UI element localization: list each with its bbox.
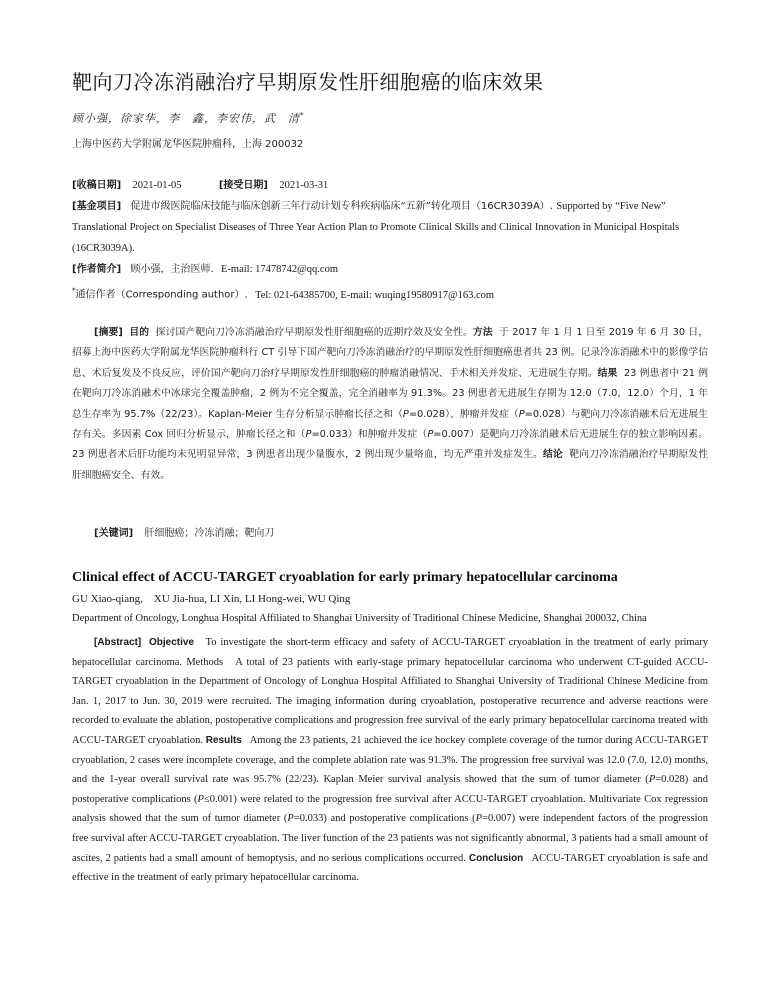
abstract-en-methods: A total of 23 patients with early-stage primary hepatocellular carcinoma who underwent CT-guided ACCU-TARGET cryoablation in the Department of Oncology of Longhua Hospital Affiliated to Shanghai University of Traditional Chinese Medicine from Jan. 1, 2017 to Jun. 30, 2019 were recruited. The imaging information during cryoablation, postoperative recurrence and adverse reactions were recorded to evaluate the ablation, postoperative complications and progression free survival of the early primary hepatocellular carcinoma treated with ACCU-TARGET cryoablation.	[72, 656, 709, 746]
accepted-date: 2021-03-31	[279, 180, 329, 191]
abstract-en-results-label: Results	[205, 734, 242, 746]
corresponding-mark: *	[300, 111, 305, 120]
p-symbol: P	[475, 813, 483, 825]
abstract-en-conclusion: ACCU-TARGET cryoablation is safe and effective in the treatment of early primary hepatocellular carcinoma.	[72, 852, 709, 884]
abstract-cn-objective: 探讨国产靶向刀冷冻消融治疗早期原发性肝细胞癌的近期疗效及安全性。	[155, 327, 473, 338]
abstract-en-objective-label: Objective	[149, 637, 195, 648]
accepted-label: [接受日期]	[218, 180, 268, 191]
corresponding-contact: Tel: 021-64385700, E-mail: wuqing19580917@163.com	[255, 289, 495, 301]
abstract-cn-results-a: 23 例患者中 21 例在靶向刀冷冻消融术中冰球完全覆盖肿瘤，2 例为不完全覆盖，完全消融率为 91.3%。23 例患者无进展生存期为 12.0（7.0，12.0）个月，1 年总生存率为 95.7%（22/23）。Kaplan-Meier 生存分析显示肿瘤长径之和（	[72, 367, 709, 420]
affiliation-en: Department of Oncology, Longhua Hospital Affiliated to Shanghai University of Traditional Chinese Medicine, Shanghai 200032, China	[72, 613, 647, 624]
abstract-cn-conclusion: 靶向刀冷冻消融治疗早期原发性肝细胞癌安全、有效。	[72, 449, 709, 481]
received-date: 2021-01-05	[132, 180, 182, 191]
abstract-cn-objective-label: 目的	[129, 327, 150, 338]
author-intro-label: [作者简介]	[72, 264, 122, 275]
abstract-cn-conclusion-label: 结论	[542, 449, 563, 461]
corresponding-mark-2: *	[72, 287, 76, 295]
fund-block	[72, 196, 708, 259]
affiliation-cn: 上海中医药大学附属龙华医院肿瘤科，上海 200032	[72, 139, 304, 150]
abstract-cn	[72, 323, 708, 486]
abstract-en	[72, 633, 708, 888]
abstract-cn-results-label: 结果	[597, 367, 618, 379]
fund-en: Supported by “Five New” Translational Project on Specialist Diseases of Three Year Action Plan to Promote Clinical Skills and Clinical Innovation in Municipal Hospitals (16CR3039A).	[72, 201, 680, 254]
authors-cn	[72, 110, 305, 126]
p-symbol: P	[287, 813, 294, 825]
p-symbol: P	[648, 774, 656, 786]
abstract-cn-label: [摘要]	[94, 327, 123, 338]
abstract-en-label: [Abstract]	[94, 637, 142, 648]
abstract-en-results-a: Among the 23 patients, 21 achieved the ice hockey complete coverage of the tumor during ACCU-TARGET cryoablation, 2 cases were incomplete coverage, and the complete ablation rate was 91.3%. The progression free survival was 12.0 (7.0, 12.0) months, and the 1-year overall survival rate was 95.7% (22/23). Kaplan Meier survival analysis showed that the sum of tumor diameter (	[72, 734, 709, 786]
abstract-en-methods-label: Methods	[186, 656, 224, 668]
abstract-en-results-e: =0.007) were independent factors of the progression free survival after ACCU-TARGET cryoablation. The liver function of the 23 patients was not significantly abnormal, 3 patients had a small amount of ascites, 2 patients had a small amount of hemoptysis, and no serious complications occurred.	[72, 813, 708, 864]
abstract-cn-results-d: =0.033）和肿瘤并发症（	[311, 429, 428, 441]
author-intro-cn: 顾小强，主治医师.	[130, 264, 214, 275]
author-email: E-mail: 17478742@qq.com	[221, 264, 339, 275]
corresponding-line	[72, 281, 708, 306]
p-symbol: P	[427, 429, 434, 441]
abstract-en-conclusion-label: Conclusion	[468, 852, 524, 864]
abstract-cn-results-c: =0.028）与靶向刀冷冻消融术后无进展生存有关。多因素 Cox 回归分析显示，肿瘤长径之和（	[72, 408, 708, 441]
abstract-cn-methods: 于 2017 年 1 月 1 日至 2019 年 6 月 30 日，招募上海中医药大学附属龙华医院肿瘤科行 CT 引导下国产靶向刀冷冻消融治疗的早期原发性肝细胞癌患者共 23 例。记录冷冻消融术中的影像学信息、术后复发及不良反应，评价国产靶向刀治疗早期原发性肝细胞癌的肿瘤消融情况、手术相关并发症、无进展生存期。	[72, 327, 709, 379]
p-symbol: P	[305, 429, 312, 441]
p-symbol: P	[518, 408, 525, 420]
abstract-en-results-d: =0.033) and postoperative complications (	[293, 813, 476, 825]
abstract-en-results-b: =0.028) and postoperative complications (	[72, 774, 708, 805]
received-label: [收稿日期]	[72, 180, 122, 191]
received-accepted-line	[72, 175, 708, 196]
p-symbol: P	[402, 408, 409, 420]
author-intro-line	[72, 259, 708, 280]
abstract-en-results-c: ≤0.001) were related to the progression free survival after ACCU-TARGET cryoablation. Multivariate Cox regression analysis showed that the sum of tumor diameter (	[72, 793, 709, 825]
p-symbol: P	[197, 793, 204, 805]
authors-en: GU Xiao-qiang, XU Jia-hua, LI Xin, LI Hong-wei, WU Qing	[72, 593, 351, 605]
keywords-cn-label: [关键词]	[94, 528, 134, 539]
abstract-en-objective: To investigate the short-term efficacy and safety of ACCU-TARGET cryoablation in the treatment of early primary hepatocellular carcinoma.	[72, 637, 708, 668]
abstract-cn-results-e: =0.007）是靶向刀冷冻消融术后无进展生存的独立影响因素。23 例患者术后肝功能均未见明显异常，3 例患者出现少量腹水，2 例出现少量咯血，均无严重并发症发生。	[72, 429, 708, 461]
abstract-cn-methods-label: 方法	[472, 327, 493, 338]
fund-cn: 促进市级医院临床技能与临床创新三年行动计划专科疾病临床“五新”转化项目（16CR3039A）.	[130, 201, 553, 212]
title-cn: 靶向刀冷冻消融治疗早期原发性肝细胞癌的临床效果	[72, 70, 544, 94]
keywords-cn	[94, 524, 274, 539]
fund-label: [基金项目]	[72, 201, 122, 212]
corresponding-cn: 通信作者（Corresponding author）.	[75, 289, 248, 301]
keywords-cn-text: 肝细胞癌；冷冻消融；靶向刀	[144, 528, 275, 539]
authors-cn-names: 顾小强，徐家华，李 鑫，李宏伟，武 清	[72, 112, 300, 125]
title-en: Clinical effect of ACCU-TARGET cryoablation for early primary hepatocellular carcinoma	[72, 570, 618, 585]
abstract-cn-results-b: =0.028）、肿瘤并发症（	[408, 408, 519, 420]
